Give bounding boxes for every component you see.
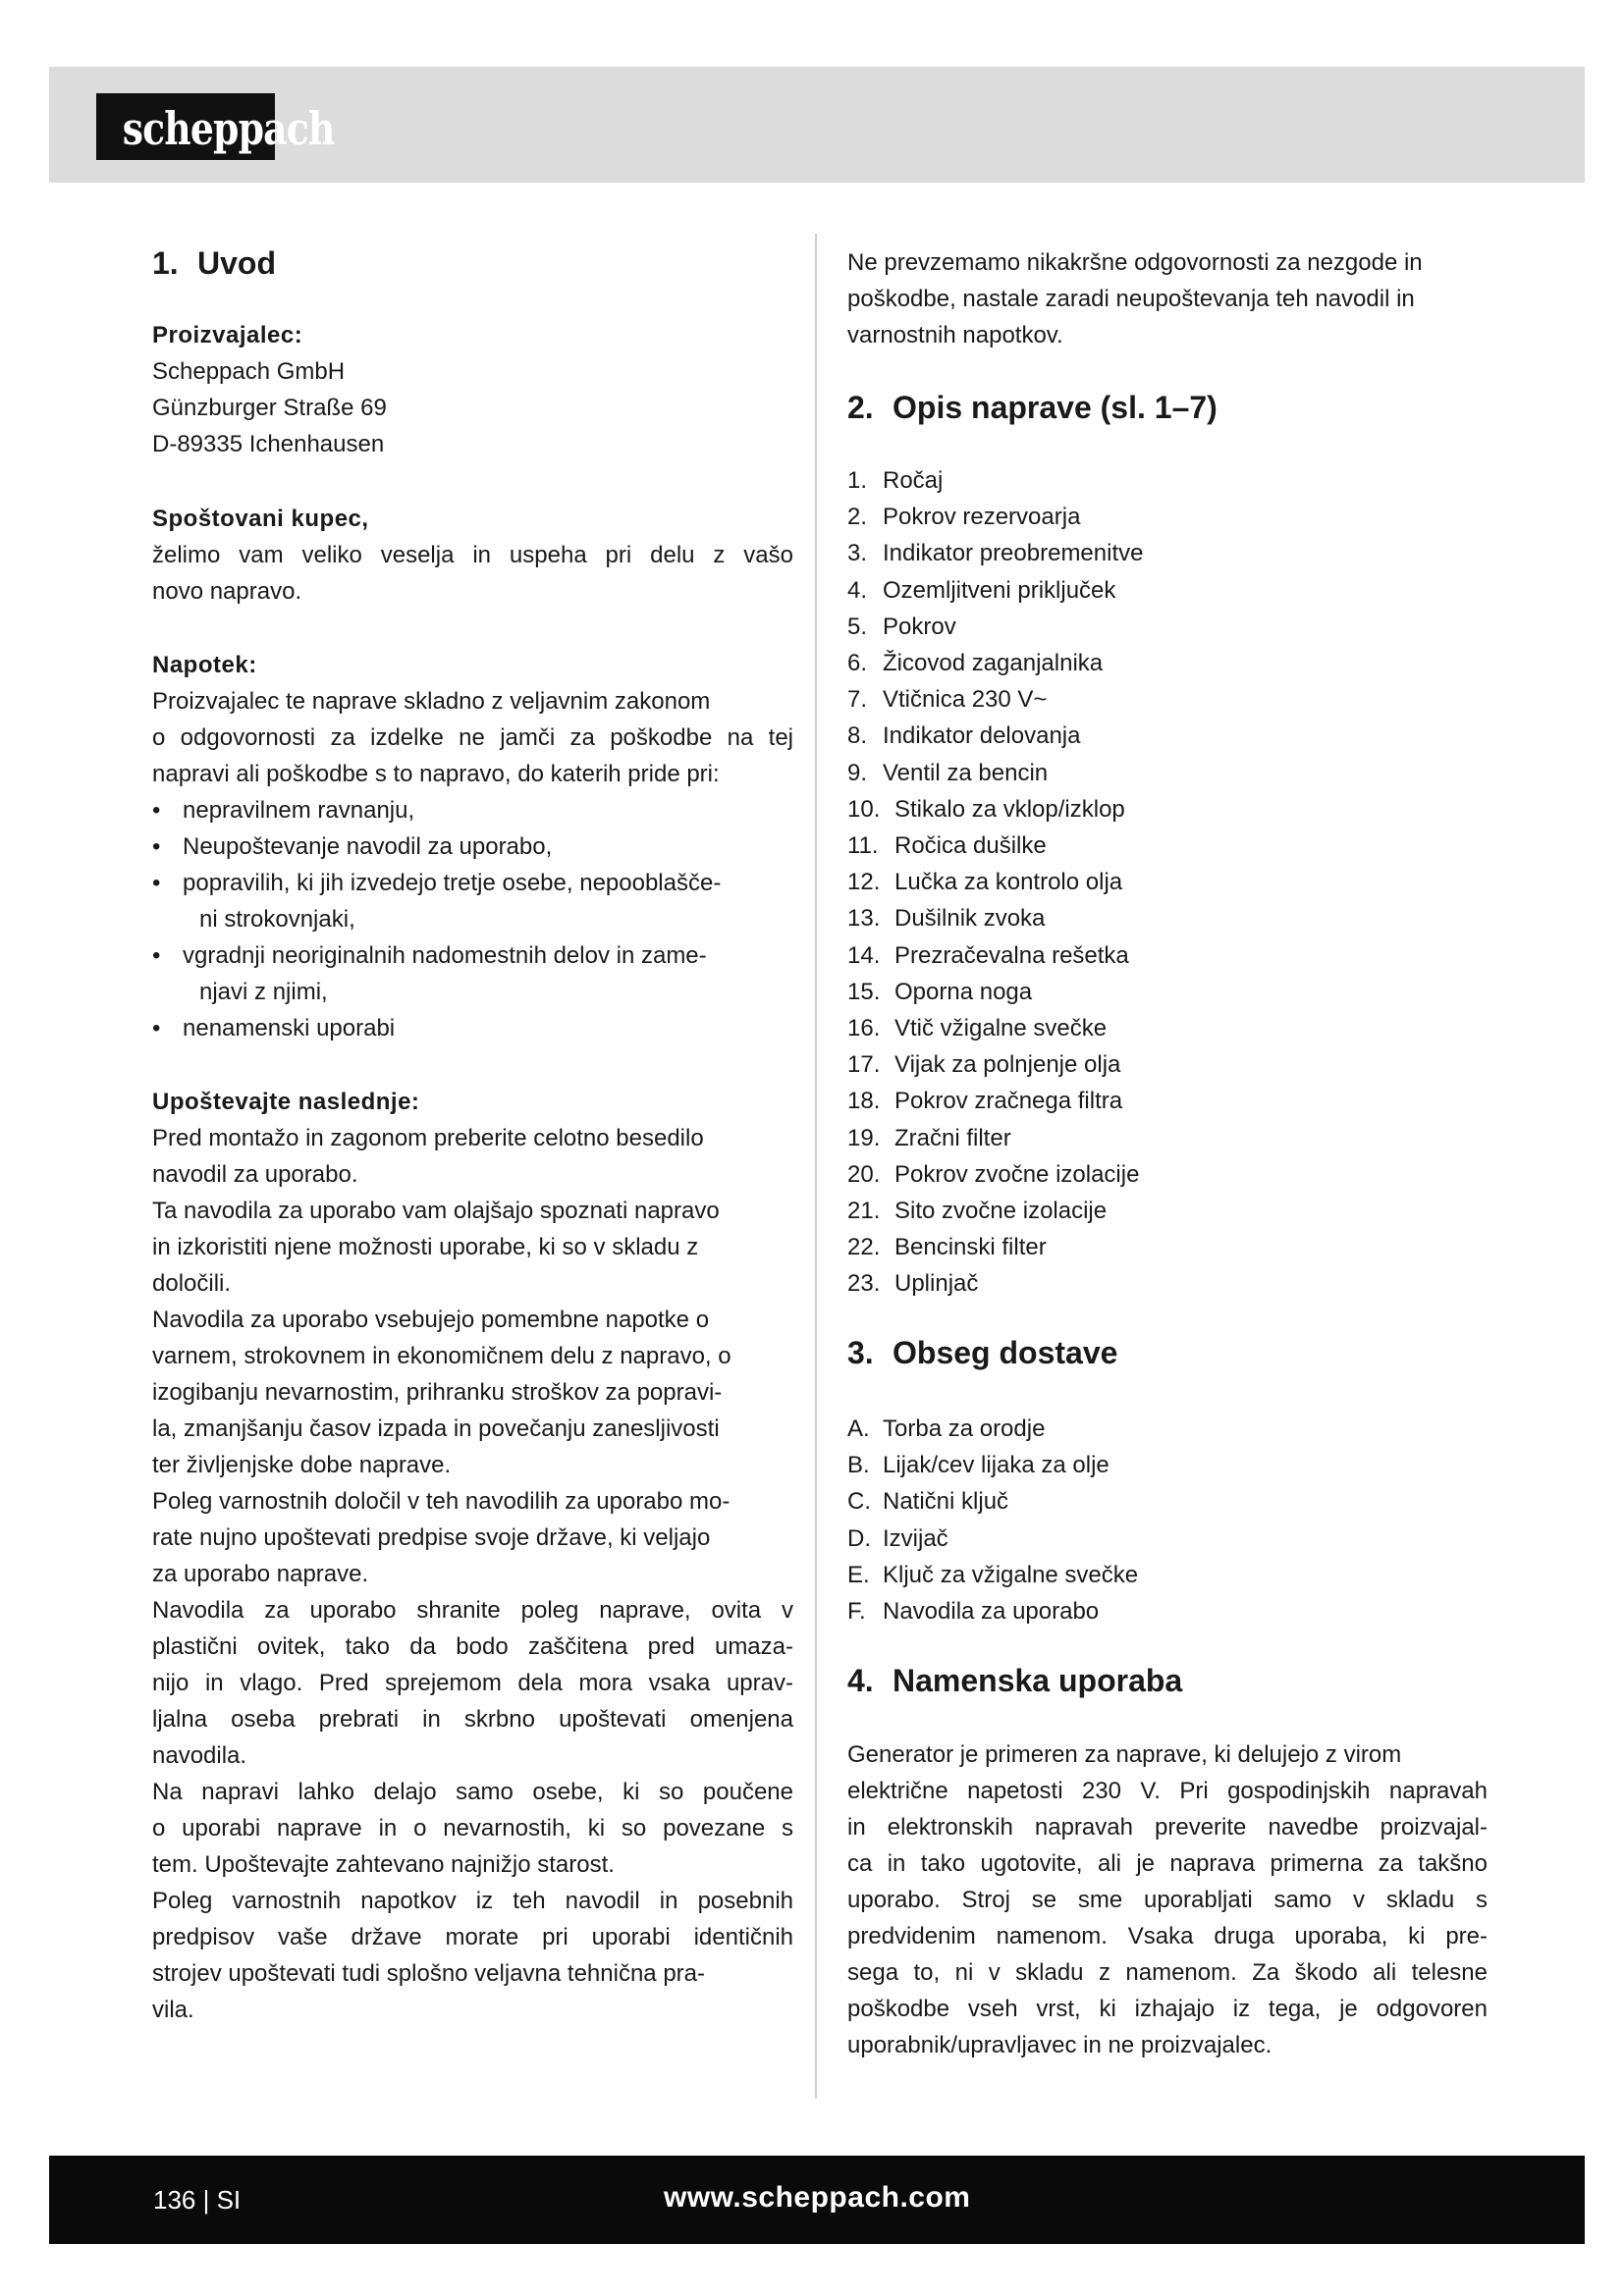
list-item [847,1124,1488,1153]
list-item-number: 20. [847,1160,881,1188]
observe-line: navodila. [152,1742,247,1769]
list-item [847,649,1488,678]
list-item [847,1197,1488,1226]
list-item-number: 19. [847,1124,881,1151]
list-item-number: 6. [847,650,868,676]
observe-line: Poleg varnostnih napotkov iz teh navodil in posebnih [152,1888,793,1914]
list-item-number: 15. [847,978,881,1005]
note-line: o odgovornosti za izdelke ne jamči za poškodbe na tej [152,724,793,751]
list-item-number: 18. [847,1088,881,1115]
list-item-number: E. [847,1561,870,1588]
observe-line: strojev upoštevati tudi splošno veljavna tehnična pra- [152,1960,705,1987]
list-item-label: Stikalo za vklop/izklop [894,795,1125,823]
list-item-continuation: njavi z njimi, [199,979,328,1005]
list-item-label: Dušilnik zvoka [894,905,1046,933]
list-item [847,1087,1488,1116]
list-item [847,539,1488,568]
list-item [847,1524,1488,1554]
observe-line: nijo in vlago. Pred sprejemom dela mora vsaka uprav- [152,1670,793,1696]
list-item [847,1014,1488,1043]
intro-line: Ne prevzemamo nikakršne odgovornosti za nezgode in [847,249,1423,276]
observe-line: o uporabi naprave in o nevarnostih, ki so povezane s [152,1815,793,1842]
list-item [847,978,1488,1007]
list-item-number: 16. [847,1015,881,1041]
section-heading-description: 2. Opis naprave (sl. 1–7) [847,390,1218,425]
section-heading-intended-use: 4. Namenska uporaba [847,1663,1183,1698]
note-label: Napotek: [152,652,257,678]
list-item [847,759,1488,788]
observe-line: za uporabo naprave. [152,1561,369,1587]
list-item [847,576,1488,606]
manufacturer-line: D-89335 Ichenhausen [152,431,385,457]
list-item-number: 8. [847,722,868,750]
list-item-label: Vijak za polnjenje olja [894,1051,1121,1079]
list-item-number: 14. [847,941,881,969]
list-item-label: Navodila za uporabo [883,1598,1100,1625]
note-line: Proizvajalec te naprave skladno z veljavnim zakonom [152,688,711,715]
list-item-number: B. [847,1452,870,1479]
observe-line: tem. Upoštevajte zahtevano najnižjo starost. [152,1851,615,1878]
list-item [847,685,1488,715]
manufacturer-line: Günzburger Straße 69 [152,395,387,421]
list-item-number: F. [847,1598,866,1625]
observe-line: Poleg varnostnih določil v teh navodilih za uporabo mo- [152,1488,731,1515]
list-item-label: Uplinjač [894,1270,979,1298]
list-item-label: Lijak/cev lijaka za olje [883,1452,1110,1479]
list-item-label: Izvijač [883,1524,948,1552]
use-line: uporabnik/upravljavec in ne proizvajalec. [847,2032,1272,2058]
observe-line: Ta navodila za uporabo vam olajšajo spoznati napravo [152,1198,720,1224]
customer-line: novo napravo. [152,578,302,605]
list-item [847,1233,1488,1262]
note-line: napravi ali poškodbe s to napravo, do katerih pride pri: [152,761,720,787]
observe-line: Na napravi lahko delajo samo osebe, ki so poučene [152,1779,793,1805]
page-number: 136 | SI [153,2185,242,2215]
list-item-number: 17. [847,1051,881,1079]
list-item-number: 13. [847,905,881,933]
list-item [847,1160,1488,1190]
website-link[interactable]: www.scheppach.com [664,2181,971,2214]
list-item-number: 9. [847,759,868,786]
observe-line: ter življenjske dobe naprave. [152,1452,452,1478]
observe-line: in izkoristiti njene možnosti uporabe, ki so v skladu z [152,1234,699,1260]
list-item-number: 4. [847,576,868,604]
use-line: predvidenim namenom. Vsaka druga uporaba, ki pre- [847,1923,1488,1949]
intro-line: varnostnih napotkov. [847,322,1063,348]
list-item-number: 2. [847,504,868,531]
observe-line: izogibanju nevarnostim, prihranku stroškov za popravi- [152,1379,723,1406]
list-item-number: 21. [847,1198,881,1224]
manufacturer-line: Scheppach GmbH [152,358,346,385]
list-item-label: Indikator preobremenitve [883,540,1144,567]
observe-line: predpisov vaše države morate pri uporabi identičnih [152,1924,793,1950]
list-item [847,1487,1488,1517]
observe-line: rate nujno upoštevati predpise svoje države, ki veljajo [152,1524,711,1551]
list-item [847,1415,1488,1444]
observe-line: navodil za uporabo. [152,1161,358,1188]
manufacturer-label: Proizvajalec: [152,322,303,348]
list-item [847,831,1488,861]
list-item-label: Vtič vžigalne svečke [894,1015,1108,1041]
list-item [847,503,1488,532]
list-item-label: Žicovod zaganjalnika [883,650,1104,676]
observe-line: določili. [152,1270,232,1297]
list-item [847,941,1488,971]
list-item-number: A. [847,1415,870,1442]
list-item [847,795,1488,825]
list-item [847,1269,1488,1299]
list-item [847,721,1488,751]
list-item-number: 3. [847,540,868,567]
use-line: poškodbe vseh vrst, ki izhajajo iz tega, je odgovoren [847,1996,1488,2022]
list-item-label: Pokrov zračnega filtra [894,1088,1123,1115]
list-item-label: Pokrov zvočne izolacije [894,1160,1140,1188]
list-item-label: Bencinski filter [894,1234,1047,1261]
observe-line: Navodila za uporabo vsebujejo pomembne napotke o [152,1307,710,1333]
observe-line: Pred montažo in zagonom preberite celotno besedilo [152,1125,704,1151]
list-item-label: Ventil za bencin [883,759,1049,786]
list-item [847,1561,1488,1590]
list-item-number: 12. [847,869,881,896]
intro-line: poškodbe, nastale zaradi neupoštevanja teh navodil in [847,286,1415,312]
observe-line: ljalna oseba prebrati in skrbno upoštevati omenjena [152,1706,793,1733]
use-line: Generator je primeren za naprave, ki delujejo z virom [847,1741,1402,1768]
list-item-label: Prezračevalna rešetka [894,941,1129,969]
footer-band [49,2156,1585,2244]
use-line: uporabo. Stroj se sme uporabljati samo v skladu s [847,1887,1488,1913]
customer-line: želimo vam veliko veselja in uspeha pri delu z vašo [152,542,793,568]
list-item-label: Ključ za vžigalne svečke [883,1561,1139,1588]
observe-line: varnem, strokovnem in ekonomičnem delu z napravo, o [152,1343,731,1369]
list-item [847,466,1488,496]
use-line: in elektronskih napravah preverite navedbe proizvajal- [847,1814,1488,1841]
list-item-label: Ročaj [883,467,944,494]
use-line: ca in tako ugotovite, ali je naprava primerna za takšno [847,1850,1488,1877]
list-item-label: Sito zvočne izolacije [894,1198,1108,1224]
list-item [847,1451,1488,1480]
list-item-label: Ozemljitveni priključek [883,576,1116,604]
list-item-number: 7. [847,686,868,714]
list-item-number: 1. [847,467,868,494]
use-line: sega to, ni v skladu z namenom. Za škodo ali telesne [847,1959,1488,1986]
customer-label: Spoštovani kupec, [152,506,369,532]
list-item-number: C. [847,1488,871,1516]
list-item [847,1597,1488,1627]
list-item [847,868,1488,897]
list-item-label: Oporna noga [894,978,1033,1005]
list-item-label: Pokrov [883,613,956,640]
observe-line: plastični ovitek, tako da bodo zaščitena pred umaza- [152,1633,793,1660]
column-divider [815,234,817,2099]
list-item-number: D. [847,1524,871,1552]
list-item-number: 23. [847,1270,881,1298]
list-item-label: Ročica dušilke [894,832,1047,859]
list-item-label: Torba za orodje [883,1415,1046,1442]
list-item-number: 11. [847,832,879,859]
observe-line: la, zmanjšanju časov izpada in povečanju zanesljivosti [152,1415,720,1442]
section-heading-uvod: 1. Uvod [152,245,276,281]
list-item [847,1050,1488,1080]
list-item-label: Lučka za kontrolo olja [894,869,1123,896]
list-item-label: Vtičnica 230 V~ [883,686,1048,714]
observe-label: Upoštevajte naslednje: [152,1089,420,1115]
list-item [847,904,1488,934]
list-item-label: Indikator delovanja [883,722,1081,750]
list-item-label: Pokrov rezervoarja [883,504,1081,531]
list-item-number: 22. [847,1234,881,1261]
list-item-label: Natični ključ [883,1488,1009,1516]
scheppach-logo: scheppach [96,93,275,160]
list-item-continuation: ni strokovnjaki, [199,906,355,933]
list-item-label: Zračni filter [894,1124,1011,1151]
list-item-number: 10. [847,795,881,823]
use-line: električne napetosti 230 V. Pri gospodinjskih napravah [847,1778,1488,1804]
observe-line: Navodila za uporabo shranite poleg naprave, ovita v [152,1597,793,1624]
section-heading-scope: 3. Obseg dostave [847,1335,1118,1370]
list-item [847,613,1488,642]
list-item-number: 5. [847,613,868,640]
observe-line: vila. [152,1997,194,2023]
